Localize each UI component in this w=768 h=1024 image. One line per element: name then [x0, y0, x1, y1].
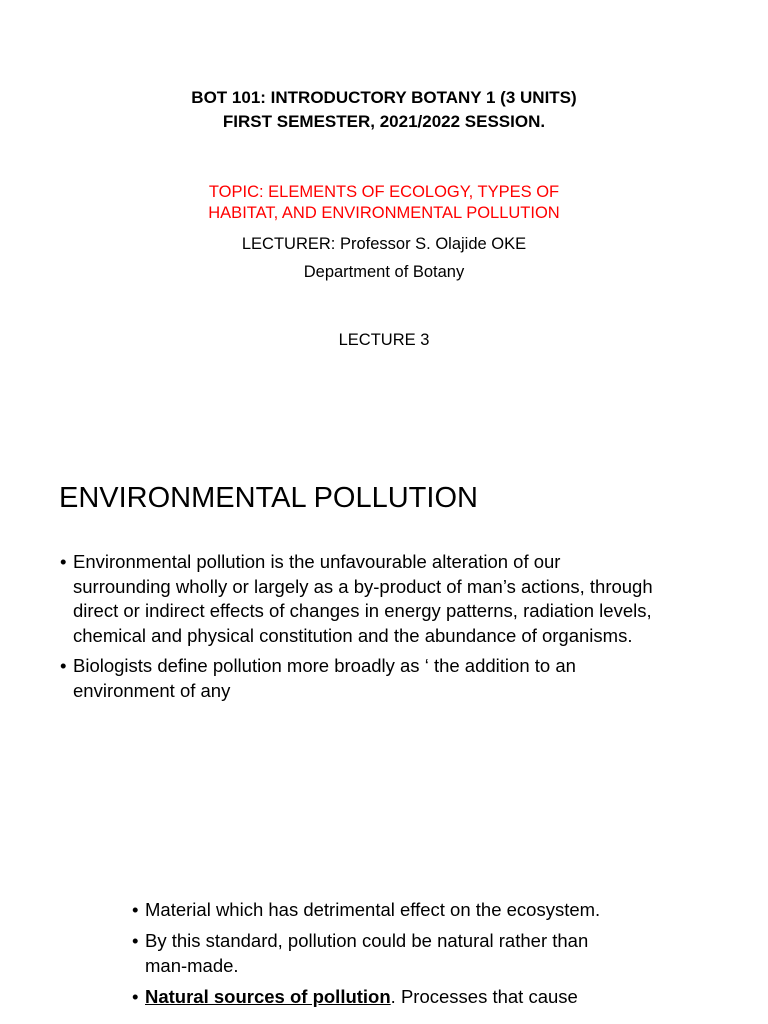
course-line-1: BOT 101: INTRODUCTORY BOTANY 1 (3 UNITS)	[191, 88, 577, 107]
bullet-icon: •	[132, 986, 139, 1007]
bullet-item	[60, 654, 660, 703]
bullet-item	[132, 897, 612, 922]
bullet-icon: •	[132, 930, 139, 951]
department-name: Department of Botany	[303, 263, 465, 281]
bullet-bold-text: Natural sources of pollution	[145, 986, 391, 1007]
bullet-item	[132, 984, 612, 1009]
bullet-icon: •	[60, 655, 67, 676]
title-slide	[0, 0, 768, 420]
lecturer-name: LECTURER: Professor S. Olajide OKE	[241, 235, 527, 253]
bullet-text: . Processes that cause	[390, 986, 578, 1007]
bullet-text: Material which has detrimental effect on the ecosystem.	[145, 899, 601, 920]
bullet-item	[132, 928, 612, 978]
bullet-text: Biologists define pollution more broadly as ‘ the addition to an environment of any	[73, 655, 576, 701]
course-line-2: FIRST SEMESTER, 2021/2022 SESSION.	[222, 112, 546, 131]
lecturer-info	[0, 230, 768, 286]
topic-line-2: HABITAT, AND ENVIRONMENTAL POLLUTION	[208, 204, 560, 222]
bullet-icon: •	[132, 899, 139, 920]
bullet-list	[60, 550, 660, 709]
bullet-item	[60, 550, 660, 648]
bullet-icon: •	[60, 551, 67, 572]
topic-line-1: TOPIC: ELEMENTS OF ECOLOGY, TYPES OF	[208, 183, 560, 201]
bullet-list-continued	[132, 897, 612, 1015]
course-heading	[0, 86, 768, 134]
slide-title: ENVIRONMENTAL POLLUTION	[59, 482, 478, 514]
topic-heading	[0, 182, 768, 224]
lecture-number: LECTURE 3	[338, 331, 430, 349]
bullet-text: By this standard, pollution could be natural rather than man-made.	[145, 930, 589, 976]
bullet-text: Environmental pollution is the unfavourable alteration of our surrounding wholly or largely as a by-product of man’s actions, through direct or indirect effects of changes in energy patterns, radiation levels, chemical and physical constitution and the abundance of organisms.	[73, 551, 653, 646]
